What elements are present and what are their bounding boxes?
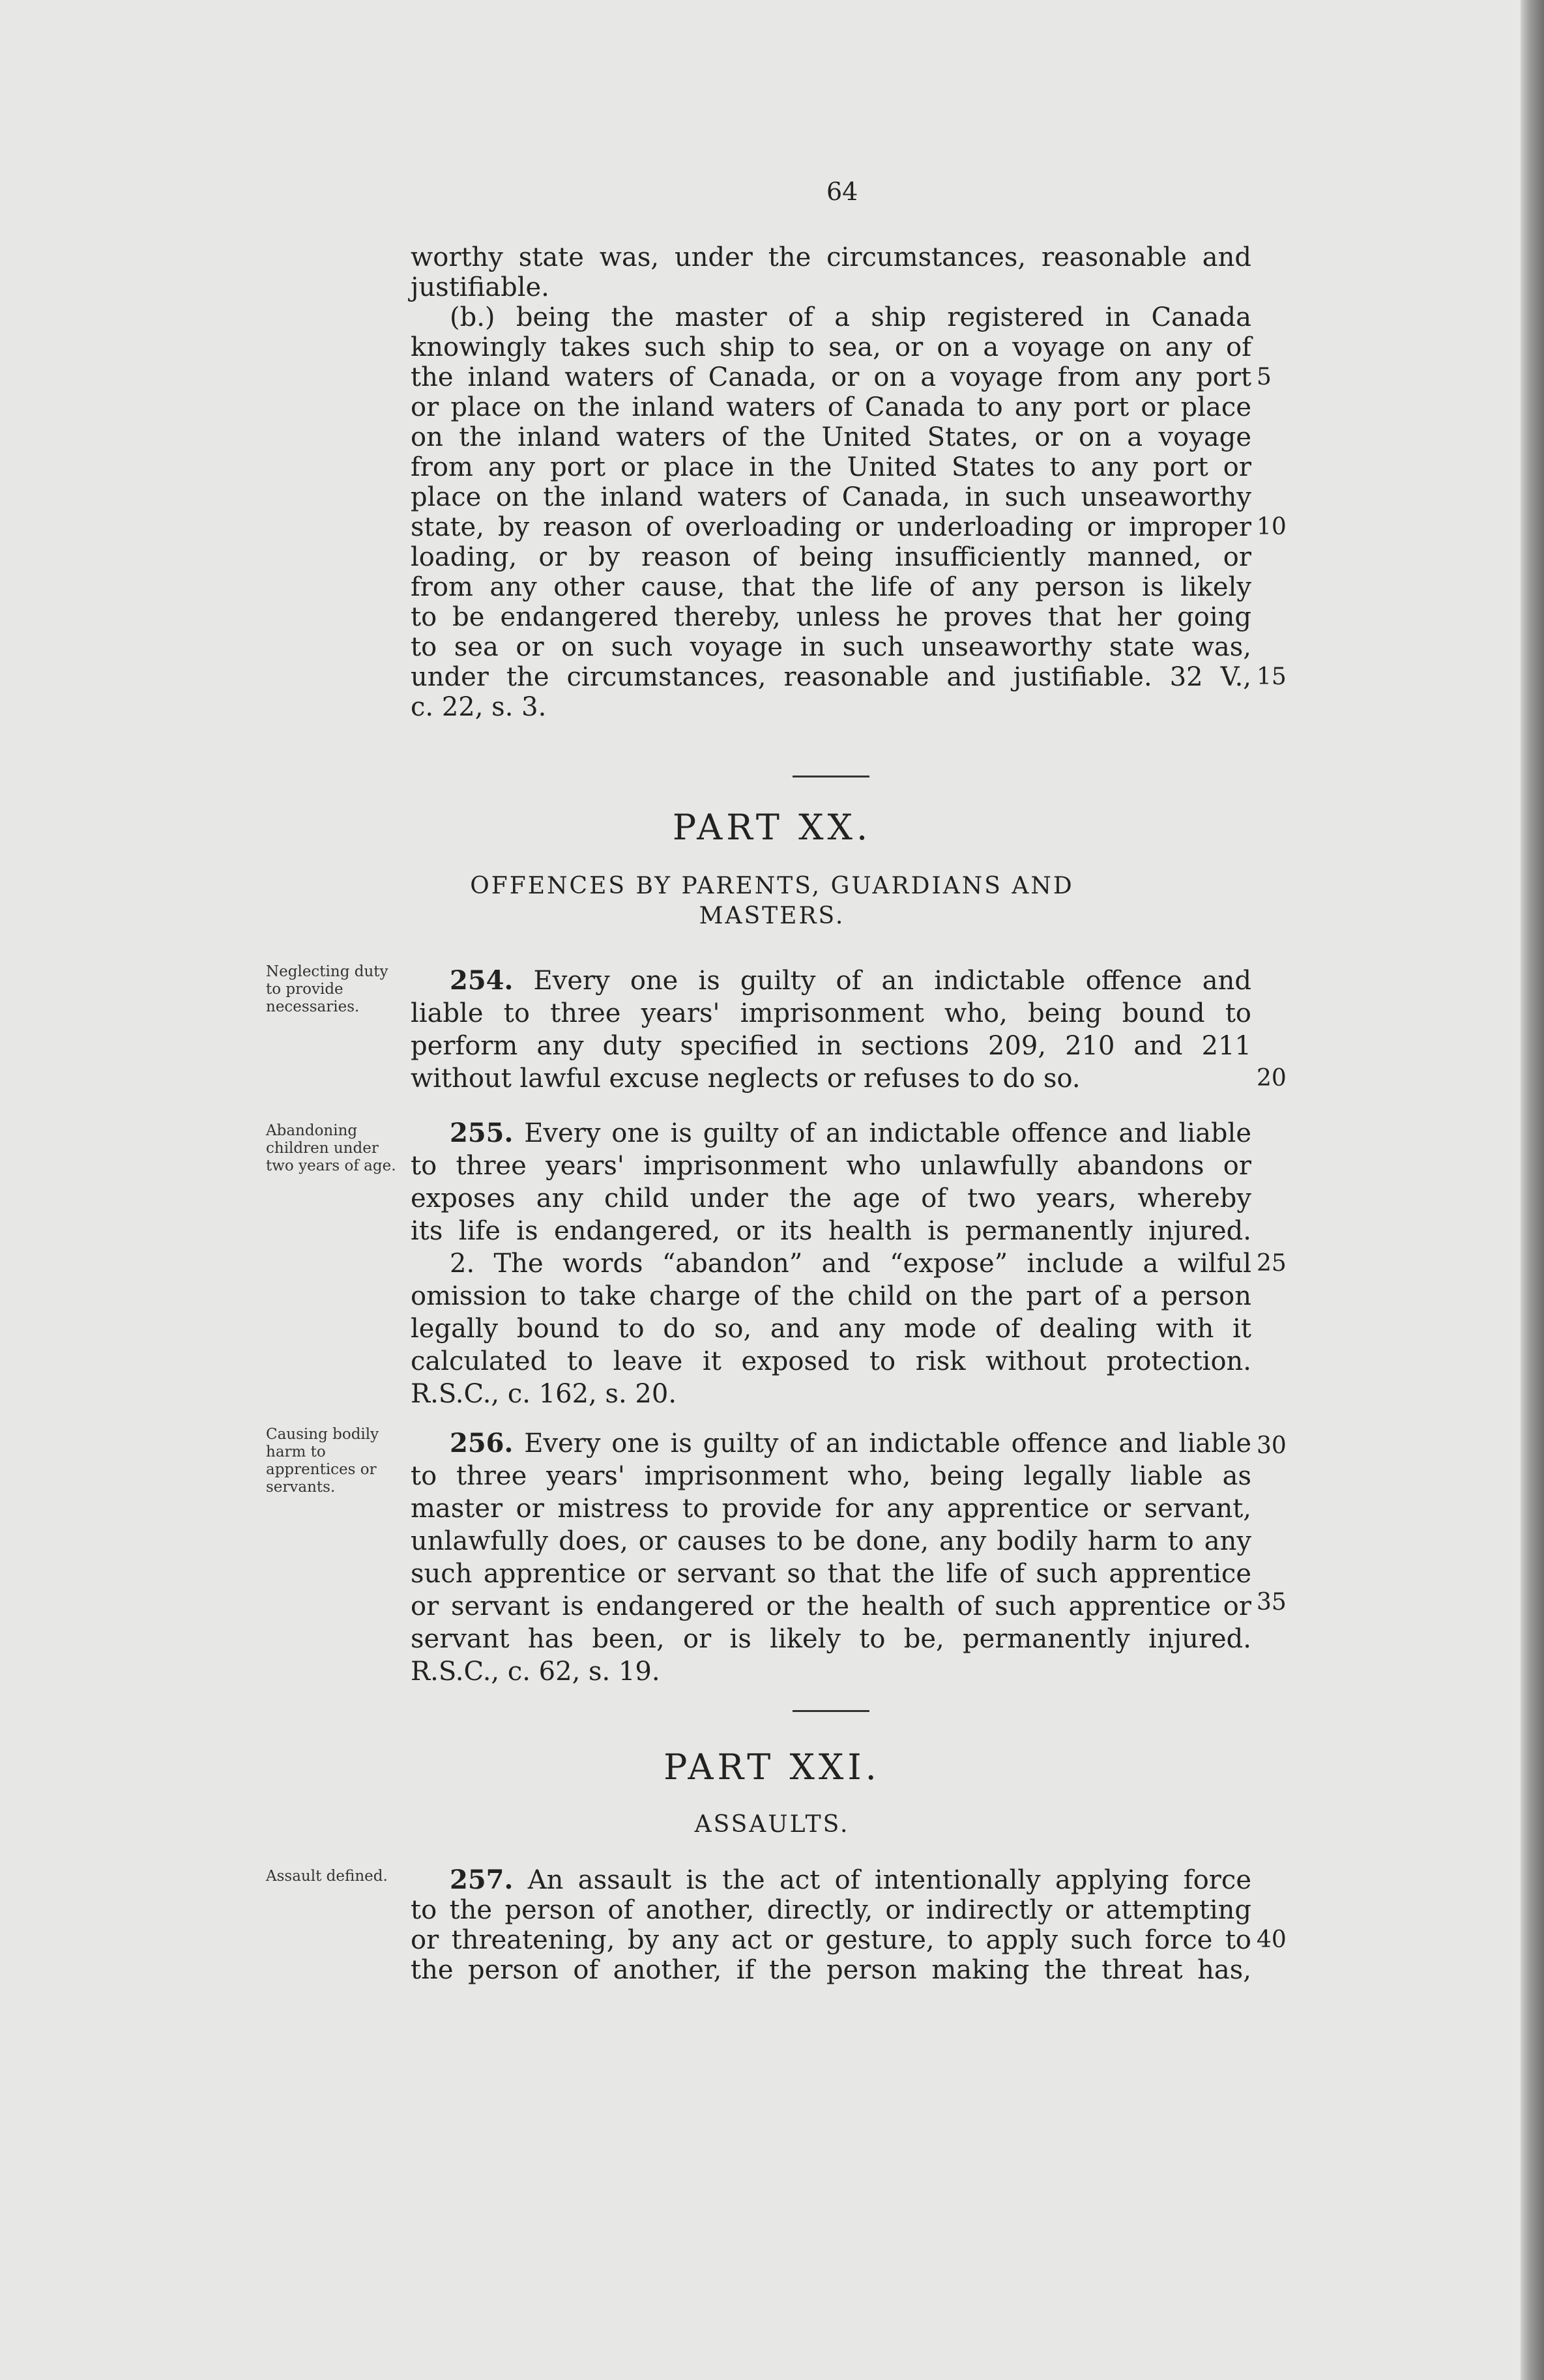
text-line: its life is endangered, or its health is permanently injured.: [411, 1216, 1251, 1246]
text-line: R.S.C., c. 162, s. 20.: [411, 1379, 677, 1409]
text-line: knowingly takes such ship to sea, or on a voyage on any of: [411, 332, 1251, 362]
section-divider-rule: [793, 1710, 869, 1712]
text-line: or threatening, by any act or gesture, to apply such force to: [411, 1925, 1251, 1955]
text-line: [450, 966, 1251, 996]
text-line: justifiable.: [411, 272, 549, 302]
text-line: to sea or on such voyage in such unseaworthy state was,: [411, 632, 1251, 662]
section-text: An assault is the act of intentionally applying force: [527, 1865, 1252, 1895]
part-xx-subtitle-line-2: MASTERS.: [699, 903, 845, 929]
line-number: 5: [1257, 364, 1272, 390]
text-line: to three years' imprisonment who unlawfully abandons or: [411, 1151, 1251, 1181]
section-number: 254.: [450, 965, 514, 996]
text-line: exposes any child under the age of two years, whereby: [411, 1183, 1251, 1213]
text-line: to three years' imprisonment who, being legally liable as: [411, 1461, 1251, 1491]
part-xx-title: PART XX.: [672, 807, 872, 848]
text-line: or servant is endangered or the health of such apprentice or: [411, 1591, 1251, 1621]
text-line: without lawful excuse neglects or refuses to do so.: [411, 1064, 1081, 1094]
section-number: 256.: [450, 1428, 514, 1458]
section-number: 257.: [450, 1865, 514, 1895]
marginal-note-256: Causing bodily harm to apprentices or servants.: [266, 1426, 379, 1496]
text-line: R.S.C., c. 62, s. 19.: [411, 1657, 660, 1687]
text-line: calculated to leave it exposed to risk without protection.: [411, 1346, 1251, 1376]
text-line: (b.) being the master of a ship registered in Canada: [450, 302, 1251, 332]
line-number: 30: [1257, 1432, 1287, 1459]
text-line: from any port or place in the United States to any port or: [411, 452, 1251, 482]
marginal-note-255: Abandoning children under two years of age.: [266, 1122, 396, 1174]
section-text: Every one is guilty of an indictable offence and liable: [524, 1429, 1252, 1458]
text-line: or place on the inland waters of Canada to any port or place: [411, 392, 1251, 422]
text-line: [450, 1865, 1251, 1895]
text-line: omission to take charge of the child on the part of a person: [411, 1281, 1251, 1311]
text-line: state, by reason of overloading or underloading or improper: [411, 512, 1251, 542]
section-number: 255.: [450, 1118, 514, 1148]
text-line: to be endangered thereby, unless he proves that her going: [411, 602, 1251, 632]
text-line: the inland waters of Canada, or on a voyage from any port: [411, 362, 1251, 392]
section-text: Every one is guilty of an indictable offence and liable: [524, 1118, 1252, 1148]
text-line: from any other cause, that the life of any person is likely: [411, 572, 1251, 602]
section-divider-rule: [793, 776, 869, 777]
text-line: under the circumstances, reasonable and justifiable. 32 V.,: [411, 662, 1251, 692]
part-xxi-title: PART XXI.: [663, 1747, 881, 1788]
text-line: 2. The words “abandon” and “expose” include a wilful: [450, 1249, 1251, 1279]
part-xx-subtitle-line-1: OFFENCES BY PARENTS, GUARDIANS AND: [470, 873, 1074, 899]
text-line: liable to three years' imprisonment who, being bound to: [411, 998, 1251, 1028]
line-number: 35: [1257, 1589, 1287, 1616]
text-line: to the person of another, directly, or indirectly or attempting: [411, 1895, 1251, 1925]
text-line: unlawfully does, or causes to be done, any bodily harm to any: [411, 1526, 1251, 1556]
line-number: 25: [1257, 1250, 1287, 1277]
text-line: servant has been, or is likely to be, permanently injured.: [411, 1624, 1251, 1654]
text-line: [450, 1118, 1251, 1148]
line-number: 20: [1257, 1065, 1287, 1092]
page-number: 64: [826, 177, 858, 206]
text-line: the person of another, if the person making the threat has,: [411, 1955, 1251, 1985]
marginal-note-257: Assault defined.: [266, 1868, 388, 1885]
text-line: master or mistress to provide for any apprentice or servant,: [411, 1494, 1251, 1524]
line-number: 15: [1257, 663, 1287, 690]
text-line: c. 22, s. 3.: [411, 692, 547, 722]
part-xxi-subtitle: ASSAULTS.: [694, 1811, 850, 1838]
text-line: on the inland waters of the United States, or on a voyage: [411, 422, 1251, 452]
line-number: 40: [1257, 1926, 1287, 1953]
line-number: 10: [1257, 514, 1287, 540]
text-line: worthy state was, under the circumstances, reasonable and: [411, 242, 1251, 272]
section-text: Every one is guilty of an indictable offence and: [533, 966, 1252, 996]
text-line: legally bound to do so, and any mode of dealing with it: [411, 1314, 1251, 1344]
marginal-note-254: Neglecting duty to provide necessaries.: [266, 963, 388, 1015]
page-edge-shadow: [1521, 0, 1544, 2380]
text-line: perform any duty specified in sections 209, 210 and 211: [411, 1031, 1251, 1061]
text-line: loading, or by reason of being insufficiently manned, or: [411, 542, 1251, 572]
text-line: [450, 1429, 1251, 1458]
text-line: place on the inland waters of Canada, in such unseaworthy: [411, 482, 1251, 512]
text-line: such apprentice or servant so that the life of such apprentice: [411, 1559, 1251, 1589]
